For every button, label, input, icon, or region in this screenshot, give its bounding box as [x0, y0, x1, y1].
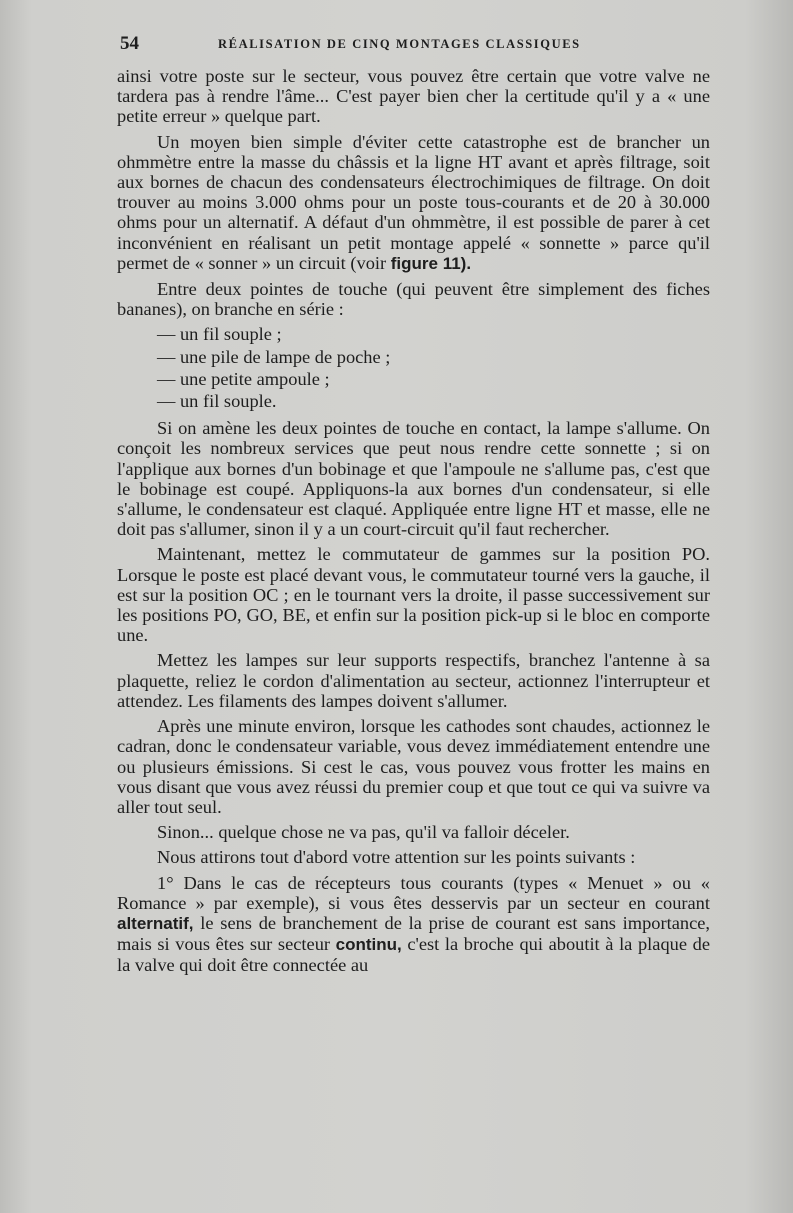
- list-item: — une petite ampoule ;: [157, 368, 330, 389]
- paragraph-9: Nous attirons tout d'abord votre attention sur les points suivants :: [157, 847, 636, 868]
- figure-reference: figure 11: [390, 253, 461, 273]
- paragraph-6: Mettez les lampes sur leur supports respectifs, branchez l'antenne à sa plaquette, reliez le cordon d'alimentation au secteur, actionnez l'interrupteur et attendez. Les filaments des lampes doivent s'allumer.: [117, 650, 710, 711]
- paragraph-10-middle: le sens de branchement de la prise de courant est sans importance, mais si vous êtes sur secteur: [117, 912, 710, 955]
- page-header: [120, 33, 710, 55]
- paragraph-8: Sinon... quelque chose ne va pas, qu'il va falloir déceler.: [157, 822, 570, 843]
- list-item: — un fil souple ;: [157, 324, 282, 345]
- paragraph-5: Maintenant, mettez le commutateur de gammes sur la position PO. Lorsque le poste est placé devant vous, le commutateur tourné vers la gauche, il est sur la position OC ; en le tournant vers la droite, il passe successivement sur les positions PO, GO, BE, et enfin sur la position pick-up si le bloc en comporte une.: [117, 544, 710, 646]
- running-title: RÉALISATION DE CINQ MONTAGES CLASSIQUES: [218, 37, 581, 51]
- bold-term-alternatif: alternatif,: [117, 913, 194, 933]
- body-text: [117, 66, 710, 981]
- bold-term-continu: continu,: [335, 935, 402, 955]
- figure-reference-end: ).: [460, 253, 472, 273]
- paragraph-7: Après une minute environ, lorsque les cathodes sont chaudes, actionnez le cadran, donc le condensateur variable, vous devez immédiatement entendre une ou plusieurs émissions. Si cest le cas, vous pouvez vous frotter les mains en vous disant que vous avez réussi du premier coup et que tout ce qui va suivre va aller tout seul.: [117, 716, 710, 817]
- paragraph-4: Si on amène les deux pointes de touche en contact, la lampe s'allume. On conçoit les nombreux services que peut nous rendre cette sonnette ; si on l'applique aux bornes d'un bobinage et que l'ampoule ne s'allume pas, c'est que le bobinage est coupé. Appliquons-la aux bornes d'un condensateur, si elle s'allume, le condensateur est claqué. Appliquée entre ligne HT et masse, elle ne doit pas s'allumer, sinon il y a un court-circuit qu'il faut rechercher.: [117, 418, 710, 540]
- paragraph-10-start: 1° Dans le cas de récepteurs tous courants (types « Menuet » ou « Romance » par exemple), si vous êtes desservis par un secteur en courant: [117, 872, 710, 913]
- paragraph-2: [117, 132, 710, 274]
- list-item: — un fil souple.: [157, 391, 277, 412]
- paragraph-10-end: c'est la broche qui aboutit à la plaque de la valve qui doit être connectée au: [117, 934, 710, 976]
- paragraph-3: Entre deux pointes de touche (qui peuvent être simplement des fiches bananes), on branche en série :: [117, 279, 710, 320]
- paragraph-10: [117, 873, 710, 976]
- list-item: — une pile de lampe de poche ;: [157, 346, 391, 367]
- paragraph-2-text: Un moyen bien simple d'éviter cette catastrophe est de brancher un ohmmètre entre la masse du châssis et la ligne HT avant et après filtrage, soit aux bornes de chacun des condensateurs électrochimiques de filtrage. On doit trouver au moins 3.000 ohms pour un poste tous-courants et de 20 à 30.000 ohms pour un alternatif. A défaut d'un ohmmètre, il est possible de parer à cet inconvénient en réalisant un petit montage appelé « sonnette » parce qu'il permet de « sonner » un circuit (voir: [117, 131, 710, 273]
- paragraph-1: ainsi votre poste sur le secteur, vous pouvez être certain que votre valve ne tardera pas à rendre l'âme... C'est payer bien cher la certitude qu'il y a « une petite erreur » quelque part.: [117, 66, 710, 127]
- page-number: 54: [120, 33, 139, 54]
